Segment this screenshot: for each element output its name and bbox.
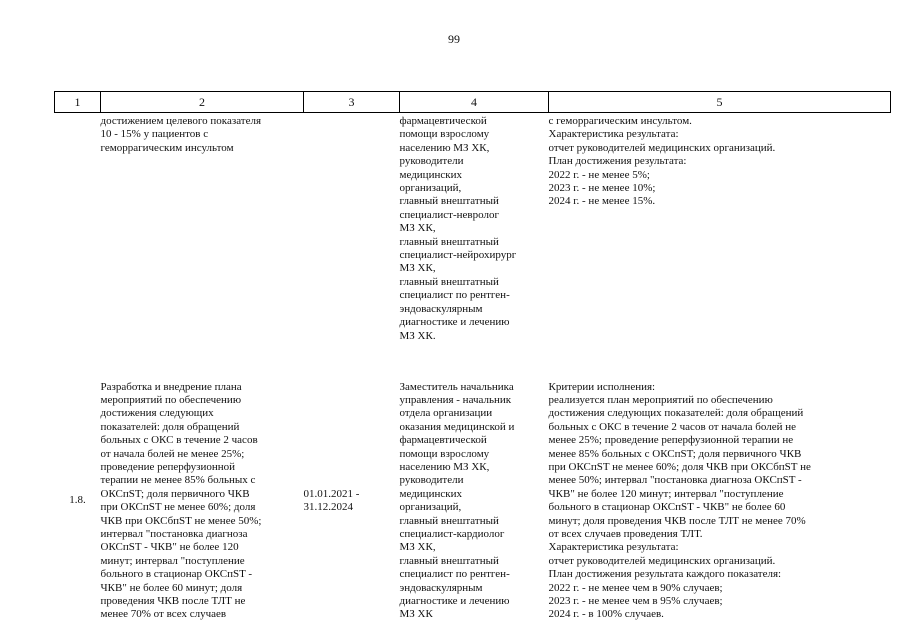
page-number: 99 bbox=[448, 32, 460, 46]
table-row-1-8 bbox=[55, 381, 891, 622]
measure-text: достижением целевого показателя 10 - 15% у пациентов с геморрагическим инсультом bbox=[100, 115, 262, 154]
table-header-row bbox=[55, 92, 891, 113]
period-text bbox=[304, 113, 400, 381]
header-col-2: 2 bbox=[101, 92, 304, 113]
result-text: Критерии исполнения: реализуется план мероприятий по обеспечению достижения следующих показателей: доля обращений больных с ОКС в течение 2 часов от начала болей не менее 25%; проведение реперфузионной терапии не менее 85% больных с ОКСпST; доля первичного ЧКВ при ОКСпST не менее 60%; доля ЧКВ при ОКСбпST не менее 50%; интервал "постановка диагноза ОКСпST - ЧКВ" не более 120 минут; интервал "поступление больного в стационар ОКСпST - ЧКВ" не более 60 минут; доля проведения ЧКВ после ТЛТ не менее 70% от всех случаев проведения ТЛТ. Характеристика результата: отчет руководителей медицинских организаций. План достижения результата каждого показателя: 2022 г. - не менее чем в 90% случаев; 2023 г. - не менее чем в 95% случаев; 2024 г. - в 100% случаев. bbox=[548, 380, 811, 621]
header-col-5: 5 bbox=[549, 92, 891, 113]
row-number: 1.8. bbox=[69, 494, 86, 507]
period-text: 01.01.2021 - 31.12.2024 bbox=[303, 487, 360, 514]
table-row-continuation bbox=[55, 113, 891, 381]
row-number bbox=[55, 113, 101, 381]
responsible-text: фармацевтической помощи взрослому населению МЗ ХК, руководители медицинских организаций, главный внештатный специалист-невролог МЗ ХК, главный внештатный специалист-нейрохирург МЗ ХК, главный внештатный специалист по рентген- эндоваскулярным диагностике и лечению МЗ ХК. bbox=[399, 115, 517, 342]
measures-table bbox=[54, 91, 891, 622]
measure-text: Разработка и внедрение плана мероприятий по обеспечению достижения следующих показателей: доля обращений больных с ОКС в течение 2 часов от начала болей не менее 25%; проведение реперфузионной терапии не менее 85% больных с ОКСпST; доля первичного ЧКВ при ОКСпST не менее 60%; доля ЧКВ при ОКСбпST не менее 50%; интервал "постановка диагноза ОКСпST - ЧКВ" не более 120 минут; интервал "поступление больного в стационар ОКСпST - ЧКВ" не более 60 минут; доля проведения ЧКВ после ТЛТ не менее 70% от всех случаев bbox=[100, 380, 262, 621]
header-col-4: 4 bbox=[400, 92, 549, 113]
responsible-text: Заместитель начальника управления - начальник отдела организации оказания медицинской и фармацевтической помощи взрослому населению МЗ ХК, руководители медицинских организаций, главный внештатный специалист-кардиолог МЗ ХК, главный внештатный специалист по рентген- эндоваскулярным диагностике и лечению МЗ ХК bbox=[399, 380, 515, 621]
header-col-3: 3 bbox=[304, 92, 400, 113]
result-text: с геморрагическим инсультом. Характеристика результата: отчет руководителей медицинских организаций. План достижения результата: 2022 г. - не менее 5%; 2023 г. - не менее 10%; 2024 г. - не менее 15%. bbox=[548, 115, 776, 208]
header-col-1: 1 bbox=[55, 92, 101, 113]
